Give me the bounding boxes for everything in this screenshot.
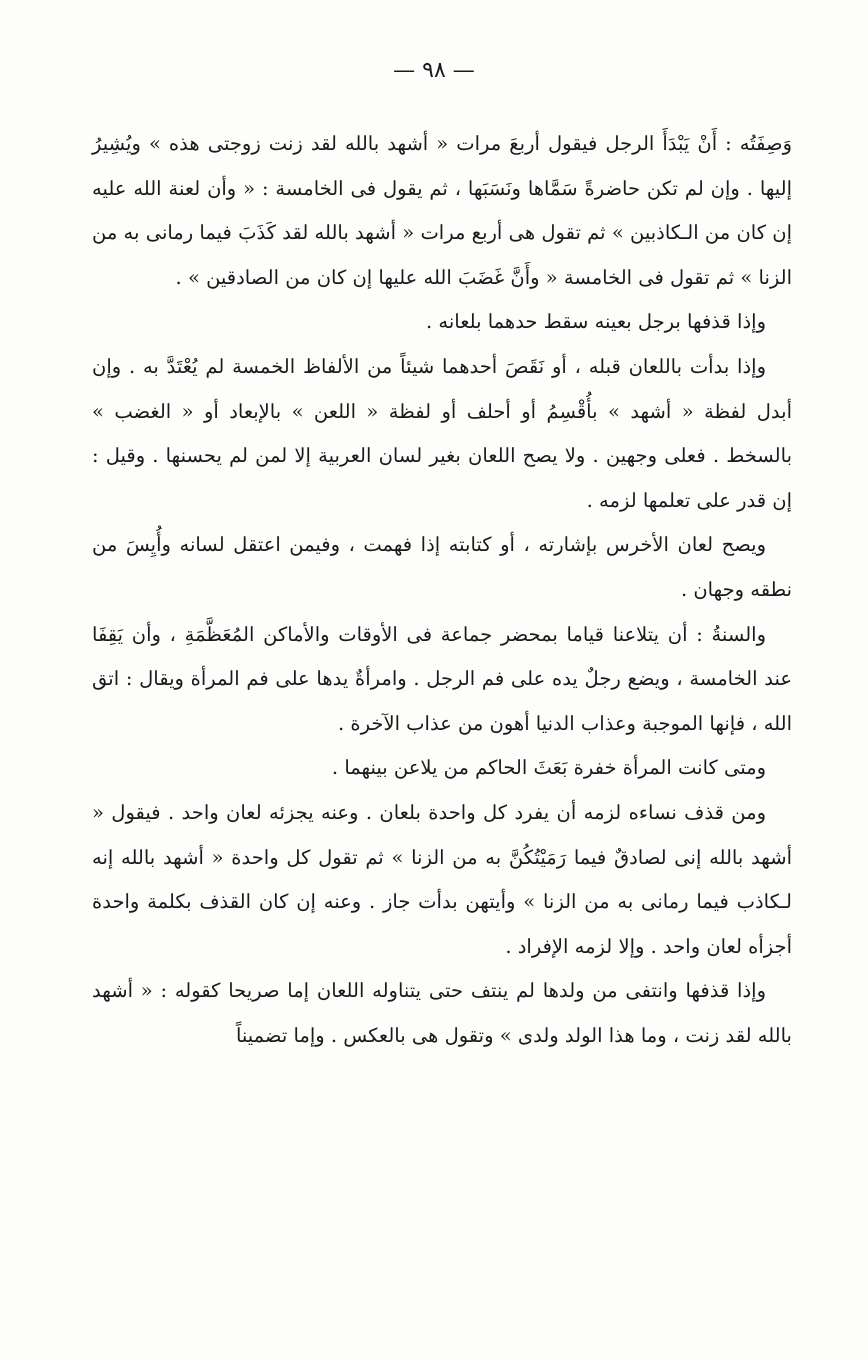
paragraph-sunnah: والسنةُ : أن يتلاعنا قياما بمحضر جماعة فى الأوقات والأماكن المُعَظَّمَةِ ، وأن يَقِفَا عند الخامسة ، ويضع رجلٌ يده على فم الرجل . وامرأةٌ يدها على فم المرأة ويقال : اتق الله ، فإنها الموجبة وعذاب الدنيا أهون من عذاب الآخرة . — [92, 622, 792, 735]
paragraph-secluded-woman: ومتى كانت المرأة خفرة بَعَثَ الحاكم من يلاعن بينهما . — [331, 756, 766, 780]
paragraph-multiple-wives: ومن قذف نساءه لزمه أن يفرد كل واحدة بلعان . وعنه يجزئه لعان واحد . فيقول « أشهد بالله إنى لصادقٌ فيما رَمَيْتُكُنَّ به من الزنا » ثم تقول كل واحدة « أشهد بالله إنه لـكاذب فيما رمانى به من الزنا » وأيتهن بدأت جاز . وعنه إن كان القذف بكلمة واحدة أجزأه لعان واحد . وإلا لزمه الإفراد . — [92, 800, 792, 958]
body-text — [92, 122, 792, 1058]
paragraph-denying-child: وإذا قذفها وانتفى من ولدها لم ينتف حتى يتناوله اللعان إما صريحا كقوله : « أشهد بالله لقد زنت ، وما هذا الولد ولدى » وتقول هى بالعكس . وإما تضميناً — [92, 979, 792, 1047]
paragraph-wording-conditions: وإذا بدأت باللعان قبله ، أو نَقَصَ أحدهما شيئاً من الألفاظ الخمسة لم يُعْتَدَّ به . وإن أبدل لفظة « أشهد » بأُقْسِمُ أو أحلف أو لفظة « اللعن » بالإبعاد أو « الغضب » بالسخط . فعلى وجهين . ولا يصح اللعان بغير لسان العربية إلا لمن لم يحسنها . وقيل : إن قدر على تعلمها لزمه . — [92, 354, 792, 512]
page-number: — ٩٨ — — [393, 58, 475, 83]
paragraph-lian-description: وَصِفَتُه : أَنْ يَبْدَأَ الرجل فيقول أربعَ مرات « أشهد بالله لقد زنت زوجتى هذه » ويُشِيرُ إليها . وإن لم تكن حاضرةً سَمَّاها ونَسَبَها ، ثم يقول فى الخامسة : « وأن لعنة الله عليه إن كان من الـكاذبين » ثم تقول هى أربع مرات « أشهد بالله لقد كَذَبَ فيما رمانى به من الزنا » ثم تقول فى الخامسة « وأَنَّ غَضَبَ الله عليها إن كان من الصادقين » . — [92, 132, 792, 289]
paragraph-qadhf-specific-man: وإذا قذفها برجل بعينه سقط حدهما بلعانه . — [425, 310, 766, 334]
paragraph-mute-person: ويصح لعان الأخرس بإشارته ، أو كتابته إذا فهمت ، وفيمن اعتقل لسانه وأُيِسَ من نطقه وجهان . — [92, 533, 792, 601]
